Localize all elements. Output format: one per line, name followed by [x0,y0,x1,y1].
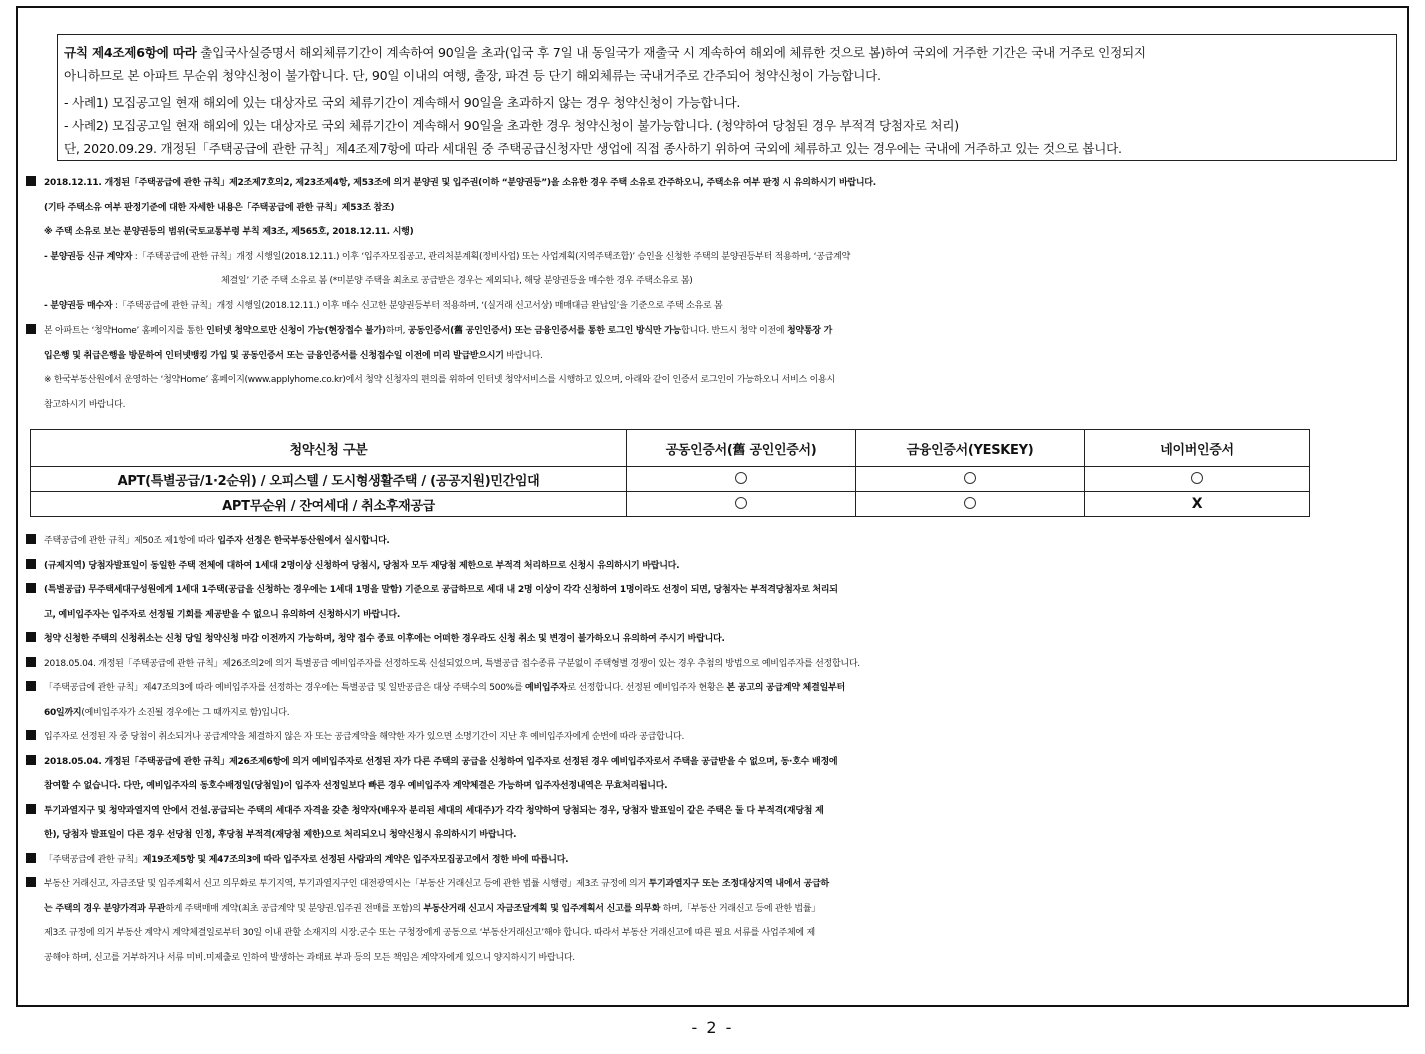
case-2: - 사례2) 모집공고일 현재 해외에 있는 대상자로 국외 체류기간이 계속해서 90일을 초과한 경우 청약신청이 불가능합니다. (청약하여 당첨된 경우 부적격 당첨자로 처리) [64,118,959,133]
emphasis: 청약통장 가 [786,326,833,336]
page-number: - 2 - [691,1018,734,1037]
paragraph: 2018.05.04. 개정된「주택공급에 관한 규칙」제26조제6항에 의거 예비입주자로 선정된 자가 다른 주택의 공급을 신청하여 입주자로 선정된 경우 예비입주자로서 주택을 공급받을 수 없으며, 동·호수 배정에 [44,756,838,767]
bullet-square-icon [26,534,36,544]
paragraph: :「주택공급에 관한 규칙」개정 시행일(2018.12.11.) 이후 매수 신고한 분양권등부터 적용하며, ‘(실거래 신고서상) 매매대금 완납일’을 기준으로 주택 소유로 봄 [112,300,723,311]
case-1: - 사례1) 모집공고일 현재 해외에 있는 대상자로 국외 체류기간이 계속해서 90일을 초과하지 않는 경우 청약신청이 가능합니다. [64,95,741,110]
rule-ref: 규칙 제4조제6항에 따라 [64,45,197,60]
bullet-square-icon [26,324,36,334]
bullet-square-icon [26,632,36,642]
bullet-square-icon [26,583,36,593]
bullet-square-icon [26,730,36,740]
paragraph: 입주자로 선정된 자 중 당첨이 취소되거나 공급계약을 체결하지 않은 자 또는 공급계약을 해약한 자가 있으면 소명기간이 지난 후 예비입주자에게 순번에 따라 공급합니다. [44,732,685,742]
bullet-square-icon [26,804,36,814]
bullet-square-icon [26,755,36,765]
label: - 분양권등 신규 계약자 [44,251,133,262]
internet-application-section [26,319,1406,417]
cell [856,467,1085,492]
column-header: 공동인증서(舊 공인인증서) [627,430,856,467]
paragraph: :「주택공급에 관한 규칙」개정 시행일(2018.12.11.) 이후 ‘입주자모집공고, 관리처분계획(정비사업) 또는 사업계획(지역주택조합)’ 승인을 신청한 주택의 분양권등부터 적용하며, ‘공급계약 [132,251,851,262]
paragraph: 부동산 거래신고, 자금조달 및 입주계획서 신고 의무화로 투기지역, 투기과열지구인 대전광역시는「부동산 거래신고 등에 관한 법률 시행령」제3조 규정에 의거 [44,879,649,889]
paragraph: 「주택공급에 관한 규칙」 [44,854,143,865]
paragraph: 로 선정합니다. 선정된 예비입주자 현황은 [567,683,727,693]
circle-icon [735,472,747,484]
paragraph: ※ 주택 소유로 보는 분양권등의 범위(국토교통부령 부칙 제3조, 제565호, 2018.12.11. 시행) [44,227,414,237]
paragraph: 하며,「부동산 거래신고 등에 관한 법률」 [660,903,821,914]
cell [627,467,856,492]
emphasis: 부동산거래 신고시 자금조달계획 및 입주계획서 신고를 의무화 [423,903,661,914]
paragraph: 2018.05.04. 개정된「주택공급에 관한 규칙」제26조의2에 의거 특별공급 예비입주자를 선정하도록 신설되었으며, 특별공급 접수종류 구분없이 주택형별 경쟁이 있는 경우 추첨의 방법으로 예비입주자를 선정합니다. [44,658,860,669]
label: - 분양권등 매수자 [44,300,113,311]
paragraph: 본 아파트는 ‘청약Home’ 홈페이지를 통한 [44,326,207,336]
paragraph: 하게 주택매매 계약(최초 공급계약 및 분양권.입주권 전매를 포함)의 [165,903,424,914]
presale-rights-section [26,171,1406,318]
bullet-square-icon [26,681,36,691]
note-text: 아니하므로 본 아파트 무순위 청약신청이 불가합니다. 단, 90일 이내의 여행, 출장, 파견 등 단기 해외체류는 국내거주로 간주되어 청약신청이 가능합니다. [64,68,881,83]
paragraph: (기타 주택소유 여부 판정기준에 대한 자세한 내용은「주택공급에 관한 규칙」제53조 참조) [44,202,395,213]
paragraph: 합니다. 반드시 청약 이전에 [681,326,787,336]
paragraph: (규제지역) 당첨자발표일이 동일한 주택 전체에 대하여 1세대 2명이상 신청하여 당첨시, 당첨자 모두 재당첨 제한으로 부적격 처리하므로 신청시 유의하시기 바랍니다. [44,560,680,571]
paragraph: 「주택공급에 관한 규칙」제47조의3에 따라 예비입주자를 선정하는 경우에는 특별공급 및 일반공급은 대상 주택수의 500%를 [44,683,526,693]
paragraph: 하며, [385,326,408,336]
paragraph: 한), 당첨자 발표일이 다른 경우 선당첨 인정, 후당첨 부적격(재당첨 제한)으로 처리되오니 청약신청시 유의하시기 바랍니다. [44,830,517,840]
cell [627,492,856,517]
table-row [31,492,1310,517]
paragraph: 주택공급에 관한 규칙」제50조 제1항에 따라 [44,536,218,546]
bullet-square-icon [26,559,36,569]
emphasis: 는 주택의 경우 분양가격과 무관 [44,903,166,914]
bullet-square-icon [26,657,36,667]
x-mark: X [1085,492,1310,517]
notices-section [26,529,1406,970]
paragraph: 참여할 수 없습니다. 다만, 예비입주자의 동호수배정일(당첨일)이 입주자 선정일보다 빠른 경우 예비입주자 계약체결은 가능하며 입주자선정내역은 무효처리됩니다. [44,781,668,791]
cell [856,492,1085,517]
emphasis: 인터넷 청약으로만 신청이 가능(현장접수 불가) [206,326,386,336]
paragraph: 바랍니다. [503,350,543,361]
row-label: APT무순위 / 잔여세대 / 취소후재공급 [31,492,627,517]
emphasis: 예비입주자 [525,683,568,693]
cell [1085,467,1310,492]
paragraph: 참고하시기 바랍니다. [44,399,126,410]
emphasis: 본 공고의 공급계약 체결일부터 [726,683,845,693]
bullet-square-icon [26,853,36,863]
circle-icon [735,497,747,509]
paragraph: 청약 신청한 주택의 신청취소는 신청 당일 청약신청 마감 이전까지 가능하며, 청약 접수 종료 이후에는 어떠한 경우라도 신청 취소 및 변경이 불가하오니 유의하여 주시기 바랍니다. [44,634,725,644]
emphasis: 입은행 및 취급은행을 방문하여 인터넷뱅킹 가입 및 공동인증서 또는 금융인증서를 신청접수일 이전에 미리 발급받으시기 [44,350,504,361]
note-exception: 단, 2020.09.29. 개정된「주택공급에 관한 규칙」제4조제7항에 따라 세대원 중 주택공급신청자만 생업에 직접 종사하기 위하여 국외에 체류하고 있는 경우에는 국내에 거주하고 있는 것으로 봅니다. [64,141,1122,156]
paragraph: (특별공급) 무주택세대구성원에게 1세대 1주택(공급을 신청하는 경우에는 1세대 1명을 말함) 기준으로 공급하므로 세대 내 2명 이상이 각각 신청하여 1명이라도 선정이 되면, 당첨자는 부적격당첨자로 처리되 [44,585,838,595]
circle-icon [964,472,976,484]
paragraph: 2018.12.11. 개정된「주택공급에 관한 규칙」제2조제7호의2, 제23조제4항, 제53조에 의거 분양권 및 입주권(이하 “분양권등”)을 소유한 경우 주택 소유로 간주하오니, 주택소유 여부 판정 시 유의하시기 바랍니다. [44,178,876,188]
certificate-table [30,429,1310,517]
overseas-residence-note [57,34,1397,161]
emphasis: 제19조제5항 및 제47조의3에 따라 입주자로 선정된 사람과의 계약은 입주자모집공고에서 정한 바에 따릅니다. [142,854,569,865]
column-header: 금융인증서(YESKEY) [856,430,1085,467]
paragraph: 고, 예비입주자는 입주자로 선정될 기회를 제공받을 수 없으니 유의하여 신청하시기 바랍니다. [44,609,401,620]
note-text: 출입국사실증명서 해외체류기간이 계속하여 90일을 초과(입국 후 7일 내 동일국가 재출국 시 계속하여 해외에 체류한 것으로 봄)하여 국외에 거주한 기간은 국내 거주로 인정되지 [196,45,1146,60]
bullet-square-icon [26,877,36,887]
table-row [31,467,1310,492]
paragraph: 제3조 규정에 의거 부동산 계약시 계약체결일로부터 30일 이내 관할 소재지의 시장.군수 또는 구청장에게 공동으로 ‘부동산거래신고’해야 합니다. 따라서 부동산 거래신고에 따른 필요 서류를 사업주체에 제 [44,928,815,938]
row-label: APT(특별공급/1·2순위) / 오피스텔 / 도시형생활주택 / (공공지원)민간임대 [31,467,627,492]
circle-icon [964,497,976,509]
paragraph: ※ 한국부동산원에서 운영하는 ‘청약Home’ 홈페이지(www.applyhome.co.kr)에서 청약 신청자의 편의를 위하여 인터넷 청약서비스를 시행하고 있으며, 아래와 같이 인증서 로그인이 가능하오니 서비스 이용시 [44,375,835,385]
table-header-row [31,430,1310,467]
emphasis: 투기과열지구 또는 조정대상지역 내에서 공급하 [648,879,829,889]
emphasis: 60일까지 [44,707,82,718]
emphasis: 공동인증서(舊 공인인증서) 또는 금융인증서를 통한 로그인 방식만 가능 [407,326,681,336]
paragraph: (예비입주자가 소진될 경우에는 그 때까지로 함)입니다. [81,707,290,718]
bullet-square-icon [26,176,36,186]
paragraph: 체결일’ 기준 주택 소유로 봄 (*미분양 주택을 최초로 공급받은 경우는 제외되나, 해당 분양권등을 매수한 경우 주택소유로 봄) [221,276,693,286]
circle-icon [1191,472,1203,484]
column-header: 네이버인증서 [1085,430,1310,467]
column-header: 청약신청 구분 [31,430,627,467]
paragraph: 공해야 하며, 신고를 거부하거나 서류 미비.미제출로 인하여 발생하는 과태료 부과 등의 모든 책임은 계약자에게 있으니 양지하시기 바랍니다. [44,952,575,963]
emphasis: 입주자 선정은 한국부동산원에서 실시합니다. [217,536,390,546]
paragraph: 투기과열지구 및 청약과열지역 안에서 건설.공급되는 주택의 세대주 자격을 갖춘 청약자(배우자 분리된 세대의 세대주)가 각각 청약하여 당첨되는 경우, 당첨자 발표일이 같은 주택은 둘 다 부적격(재당첨 제 [44,805,824,816]
